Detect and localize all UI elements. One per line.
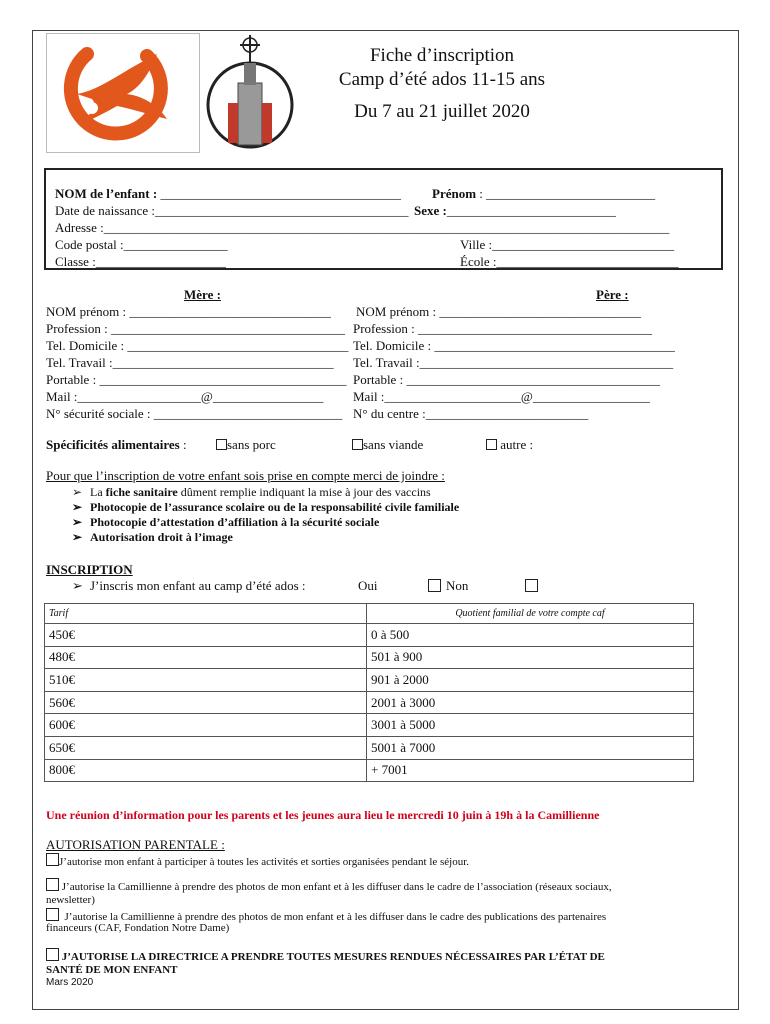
diet-row: Spécificités alimentaires :: [46, 437, 187, 452]
child-ville-field[interactable]: ____________________________: [492, 237, 675, 252]
tariff-quotient: 3001 à 5000: [367, 714, 694, 737]
checkbox[interactable]: [46, 878, 59, 891]
autorisation-2-line2: newsletter): [46, 894, 95, 906]
child-nom-row: [55, 186, 401, 202]
pere-portable-row: [353, 372, 660, 388]
pere-teldom-field[interactable]: _____________________________________: [434, 338, 675, 353]
title-line1: Fiche d’inscription: [369, 45, 515, 66]
pere-centre-label: N° du centre :: [353, 406, 426, 421]
child-nom-label: NOM de l’enfant :: [55, 186, 158, 201]
child-ville-row: [460, 237, 674, 253]
arrow-bullet-icon: ➢: [72, 578, 83, 593]
arrow-bullet-icon: ➢: [72, 515, 83, 529]
checkbox[interactable]: [486, 439, 497, 450]
table-row: [45, 736, 694, 759]
mere-profession-label: Profession :: [46, 321, 108, 336]
child-cp-row: [55, 237, 228, 253]
mere-teltrav-label: Tel. Travail :: [46, 355, 113, 370]
checkbox[interactable]: [352, 439, 363, 450]
child-adresse-field[interactable]: _______________________________________________________________________________________: [103, 220, 670, 235]
arrow-bullet-icon: ➢: [72, 500, 83, 514]
pere-teltrav-label: Tel. Travail :: [353, 355, 420, 370]
tariff-table: [44, 603, 694, 782]
child-adresse-row: [55, 220, 669, 236]
non-checkbox[interactable]: [525, 578, 538, 596]
child-naissance-field[interactable]: _______________________________________: [154, 203, 409, 218]
meeting-notice: Une réunion d’information pour les parents et les jeunes aura lieu le mercredi 10 juin à 19h à la Camillienne: [46, 808, 600, 822]
mere-profession-field[interactable]: ____________________________________: [111, 321, 345, 336]
tariff-price: 600€: [45, 714, 367, 737]
tariff-quotient: 901 à 2000: [367, 669, 694, 692]
document-item-3: ➢ Photocopie d’attestation d’affiliation à la sécurité sociale: [72, 515, 380, 529]
document-item-2: ➢ Photocopie de l’assurance scolaire ou de la responsabilité civile familiale: [72, 500, 460, 514]
child-ville-label: Ville :: [460, 237, 493, 252]
pere-portable-label: Portable :: [353, 372, 404, 387]
inscription-title: INSCRIPTION: [46, 562, 133, 577]
inscription-non: Non: [446, 578, 469, 593]
mere-teltrav-field[interactable]: __________________________________: [112, 355, 334, 370]
mere-teltrav-row: [46, 355, 334, 371]
form-title: [312, 44, 572, 124]
tariff-price: 800€: [45, 759, 367, 782]
mere-mail-row: [46, 389, 323, 405]
child-prenom-label: Prénom: [432, 186, 477, 201]
title-line2: Camp d’été ados 11-15 ans: [338, 69, 546, 90]
tariff-quotient: 501 à 900: [367, 646, 694, 669]
pere-centre-row: [353, 406, 588, 422]
mere-portable-field[interactable]: ______________________________________: [99, 372, 347, 387]
autorisation-4-line2: SANTÉ DE MON ENFANT: [46, 964, 178, 976]
arrow-bullet-icon: ➢: [72, 530, 83, 544]
pere-teltrav-row: [353, 355, 673, 371]
mere-portable-label: Portable :: [46, 372, 97, 387]
table-row: [45, 669, 694, 692]
mere-profession-row: [46, 321, 345, 337]
autorisation-1: J’autorise mon enfant à participer à toutes les activités et sorties organisées pendant le séjour.: [46, 853, 469, 869]
tariff-price: 480€: [45, 646, 367, 669]
autorisation-title: AUTORISATION PARENTALE :: [46, 837, 225, 852]
tariff-quotient: + 7001: [367, 759, 694, 782]
checkbox[interactable]: [46, 908, 59, 921]
tariff-quotient: 0 à 500: [367, 624, 694, 647]
pere-mail-field[interactable]: _____________________@__________________: [384, 389, 650, 404]
table-row: [45, 759, 694, 782]
pere-nom-label: NOM prénom :: [356, 304, 437, 319]
checkbox[interactable]: [216, 439, 227, 450]
child-ecole-row: [460, 254, 678, 270]
child-sexe-label: Sexe :: [414, 203, 447, 218]
camillienne-logo: [46, 33, 200, 153]
mere-secu-row: [46, 406, 342, 422]
child-sexe-field[interactable]: __________________________: [446, 203, 616, 218]
checkbox[interactable]: [46, 948, 59, 961]
pere-teldom-label: Tel. Domicile :: [353, 338, 432, 353]
diet-option-sans-viande[interactable]: sans viande: [352, 437, 423, 453]
table-row: [45, 624, 694, 647]
tariff-quotient: 2001 à 3000: [367, 691, 694, 714]
tariff-price: 650€: [45, 736, 367, 759]
tariff-header-tarif: Tarif: [45, 604, 367, 624]
pere-profession-row: [353, 321, 652, 337]
child-naissance-row: [55, 203, 408, 219]
mere-secu-label: N° sécurité sociale :: [46, 406, 151, 421]
tariff-quotient: 5001 à 7000: [367, 736, 694, 759]
child-nom-field[interactable]: _____________________________________: [160, 186, 401, 201]
child-prenom-field[interactable]: __________________________: [486, 186, 656, 201]
mere-mail-field[interactable]: ___________________@_________________: [77, 389, 324, 404]
pere-teltrav-field[interactable]: _______________________________________: [419, 355, 674, 370]
autorisation-3: J’autorise la Camillienne à prendre des photos de mon enfant et à les diffuser dans le cadre des publications des partenaires: [46, 908, 606, 924]
pere-centre-field[interactable]: _________________________: [425, 406, 589, 421]
tariff-price: 450€: [45, 624, 367, 647]
title-dates: Du 7 au 21 juillet 2020: [354, 101, 530, 122]
child-adresse-label: Adresse :: [55, 220, 104, 235]
pere-teldom-row: [353, 338, 675, 354]
table-row: [45, 646, 694, 669]
table-row: [45, 714, 694, 737]
tariff-header-row: [45, 604, 694, 624]
document-item-1: ➢ La fiche sanitaire dûment remplie indiquant la mise à jour des vaccins: [72, 485, 431, 499]
mere-nom-field[interactable]: _______________________________: [129, 304, 331, 319]
pere-nom-field[interactable]: _______________________________: [439, 304, 641, 319]
table-row: [45, 691, 694, 714]
oui-checkbox[interactable]: [428, 578, 441, 596]
mere-mail-label: Mail :: [46, 389, 78, 404]
pere-profession-field[interactable]: ____________________________________: [418, 321, 652, 336]
autorisation-2: J’autorise la Camillienne à prendre des photos de mon enfant et à les diffuser dans le cadre de l’association (réseaux sociaux,: [46, 878, 612, 894]
document-item-4: ➢ Autorisation droit à l’image: [72, 530, 233, 544]
tariff-header-quotient: Quotient familial de votre compte caf: [367, 604, 694, 624]
diet-option-autre[interactable]: autre :: [486, 437, 533, 453]
pere-portable-field[interactable]: _______________________________________: [406, 372, 660, 387]
documents-intro: Pour que l’inscription de votre enfant sois prise en compte merci de joindre :: [46, 468, 445, 483]
mere-portable-row: [46, 372, 346, 388]
mere-teldom-row: [46, 338, 348, 354]
footer-date: Mars 2020: [46, 977, 94, 988]
arrow-bullet-icon: ➢: [72, 485, 83, 499]
diet-option-sans-porc[interactable]: sans porc: [216, 437, 276, 453]
pere-mail-label: Mail :: [353, 389, 385, 404]
diet-label: Spécificités alimentaires: [46, 437, 180, 452]
child-prenom-row: Prénom : __________________________: [432, 186, 656, 201]
child-ecole-label: École :: [460, 254, 497, 269]
child-cp-label: Code postal :: [55, 237, 124, 252]
pere-mail-row: [353, 389, 650, 405]
tariff-price: 560€: [45, 691, 367, 714]
inscription-question: ➢ J’inscris mon enfant au camp d’été ados :: [72, 578, 306, 593]
mere-nom-label: NOM prénom :: [46, 304, 127, 319]
mere-title: Mère :: [184, 287, 221, 302]
child-classe-field[interactable]: ____________________: [95, 254, 226, 269]
mere-nom-row: [46, 304, 331, 320]
child-classe-label: Classe :: [55, 254, 96, 269]
pere-nom-row: [356, 304, 641, 320]
mere-teldom-field[interactable]: __________________________________: [127, 338, 349, 353]
child-naissance-label: Date de naissance :: [55, 203, 155, 218]
child-classe-row: [55, 254, 226, 270]
child-cp-field[interactable]: ________________: [123, 237, 228, 252]
mere-secu-field[interactable]: _____________________________: [153, 406, 343, 421]
mere-teldom-label: Tel. Domicile :: [46, 338, 125, 353]
checkbox[interactable]: [46, 853, 59, 866]
inscription-oui: Oui: [358, 578, 378, 593]
autorisation-3-line2: financeurs (CAF, Fondation Notre Dame): [46, 922, 230, 934]
child-sexe-row: [414, 203, 616, 219]
tariff-price: 510€: [45, 669, 367, 692]
pere-title: Père :: [596, 287, 629, 302]
pere-profession-label: Profession :: [353, 321, 415, 336]
child-ecole-field[interactable]: ____________________________: [496, 254, 679, 269]
saint-esprit-logo: [204, 33, 296, 153]
autorisation-4: J’AUTORISE LA DIRECTRICE A PRENDRE TOUTES MESURES RENDUES NÉCESSAIRES PAR L’ÉTAT DE: [46, 948, 605, 964]
